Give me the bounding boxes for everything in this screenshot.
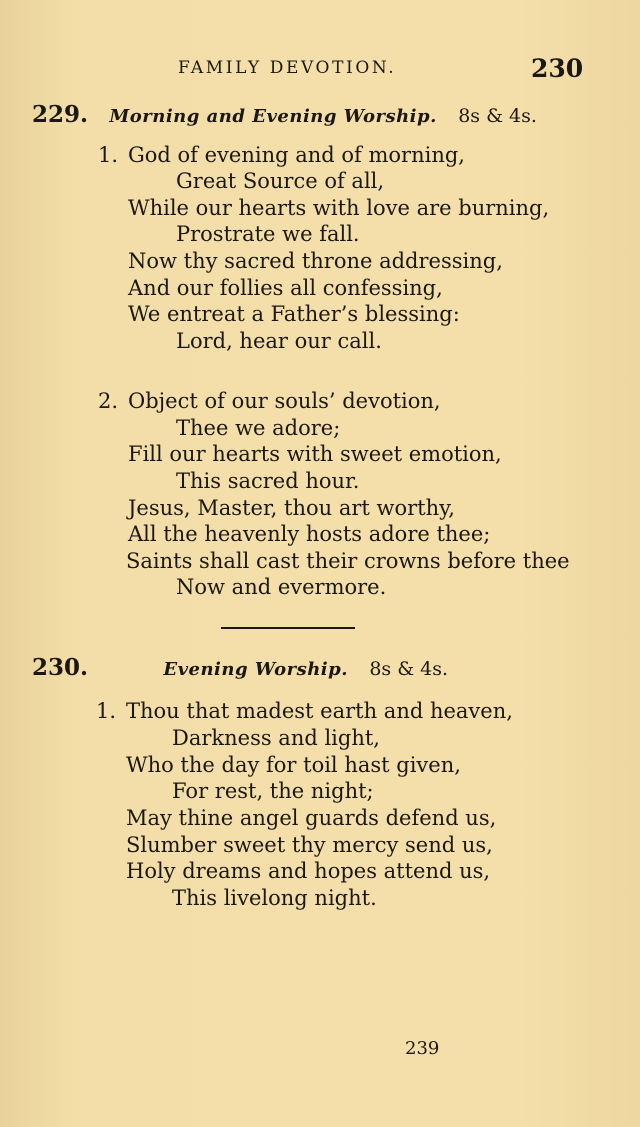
running-title: FAMILY DEVOTION. bbox=[178, 58, 397, 78]
hymn-line: And our follies all confessing, bbox=[128, 276, 443, 300]
hymn-line: Saints shall cast their crowns before thee bbox=[126, 549, 570, 573]
hymn-line: Jesus, Master, thou art worthy, bbox=[128, 496, 455, 520]
hymn-line: Now thy sacred throne addressing, bbox=[128, 249, 503, 273]
hymn-line: Holy dreams and hopes attend us, bbox=[126, 859, 491, 883]
hymn-line: While our hearts with love are burning, bbox=[128, 196, 550, 220]
hymn-line: This sacred hour. bbox=[176, 469, 360, 493]
hymn-line: Who the day for toil hast given, bbox=[126, 753, 461, 777]
section-divider bbox=[221, 627, 355, 629]
hymn-number: 230. bbox=[32, 654, 89, 681]
hymn-line: Object of our souls’ devotion, bbox=[128, 389, 441, 413]
hymn-line: Thou that madest earth and heaven, bbox=[126, 699, 513, 723]
hymn-title: Evening Worship. bbox=[163, 659, 348, 680]
hymn-line: May thine angel guards defend us, bbox=[126, 806, 497, 830]
hymn-line: We entreat a Father’s blessing: bbox=[128, 302, 460, 326]
hymn-line: This livelong night. bbox=[172, 886, 377, 910]
hymn-line: God of evening and of morning, bbox=[128, 143, 465, 167]
hymn-line: Slumber sweet thy mercy send us, bbox=[126, 833, 493, 857]
hymn-title: Morning and Evening Worship. bbox=[109, 106, 437, 127]
page-number-bottom: 239 bbox=[405, 1038, 440, 1059]
hymn-meter: 8s & 4s. bbox=[458, 105, 537, 127]
hymn-line: Fill our hearts with sweet emotion, bbox=[128, 442, 502, 466]
hymn-heading bbox=[32, 101, 537, 128]
hymn-line: Prostrate we fall. bbox=[176, 222, 360, 246]
hymn-line: Darkness and light, bbox=[172, 726, 380, 750]
hymn-meter: 8s & 4s. bbox=[369, 658, 449, 680]
hymn-number: 229. bbox=[32, 101, 89, 128]
hymn-line: Lord, hear our call. bbox=[176, 329, 382, 353]
page-number-top: 230 bbox=[531, 54, 584, 83]
verse-number: 2. bbox=[98, 389, 119, 413]
verse-number: 1. bbox=[96, 699, 117, 723]
hymn-line: Great Source of all, bbox=[176, 169, 385, 193]
hymn-line: Thee we adore; bbox=[176, 416, 341, 440]
hymn-heading bbox=[32, 654, 448, 681]
verse-number: 1. bbox=[98, 143, 119, 167]
hymn-line: Now and evermore. bbox=[176, 575, 387, 599]
hymn-line: All the heavenly hosts adore thee; bbox=[128, 522, 491, 546]
hymn-line: For rest, the night; bbox=[172, 779, 374, 803]
